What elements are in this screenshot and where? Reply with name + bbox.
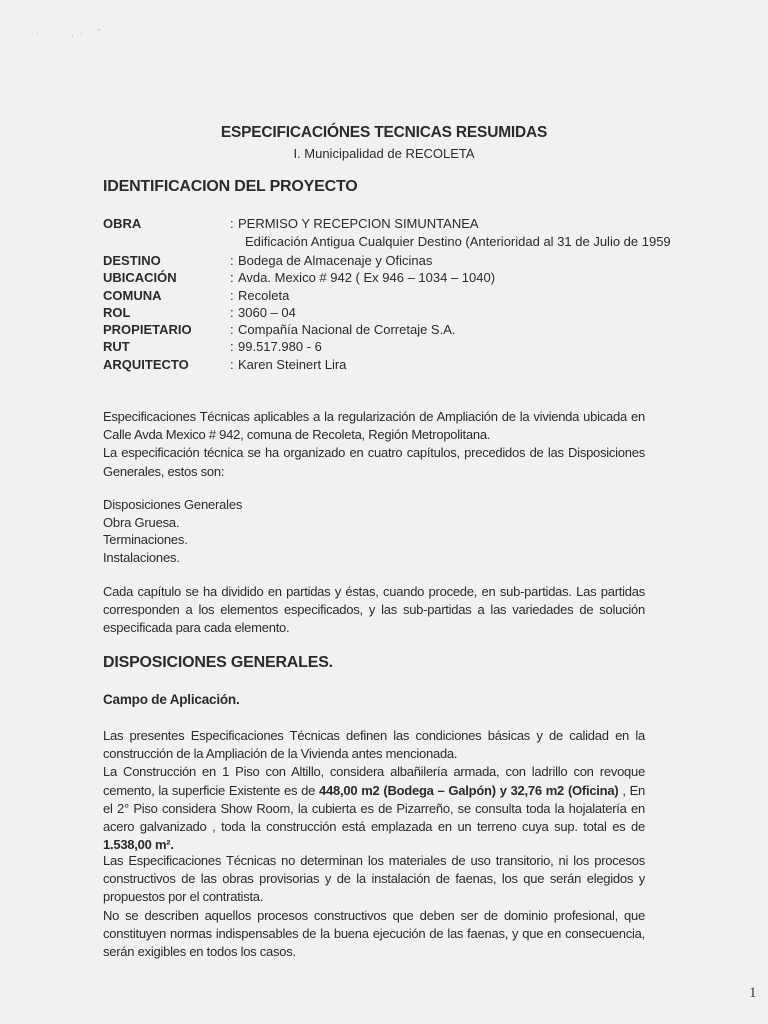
materials-text [103, 852, 645, 961]
project-identification-heading: IDENTIFICACION DEL PROYECTO [103, 178, 358, 195]
field-label: ROL [103, 305, 131, 320]
general-dispositions-heading: DISPOSICIONES GENERALES. [103, 654, 333, 671]
chapter-item: Disposiciones Generales [103, 497, 243, 512]
existing-area-value: 448,00 m2 (Bodega – Galpón) y 32,76 m2 (Oficina) [319, 782, 619, 798]
processes-paragraph: No se describen aquellos procesos constructivos que deben ser de dominio profesional, que constituyen normas indispensables de la buena ejecución de las faenas, y que en consecuencia, serán exigibles en todos los casos. [103, 907, 645, 960]
scope-paragraph-1: Las presentes Especificaciones Técnicas definen las condiciones básicas y de calidad en la construcción de la Ampliación de la Vivienda antes mencionada. [103, 728, 645, 762]
chapter-structure-paragraph [103, 583, 645, 638]
field-propietario [103, 322, 703, 340]
scope-paragraph-2 [103, 763, 645, 854]
field-colon: : [230, 305, 234, 320]
field-colon: : [230, 357, 234, 372]
field-colon: : [230, 253, 234, 268]
document-title: ESPECIFICACIÓNES TECNICAS RESUMIDAS [220, 124, 548, 141]
scope-text [103, 727, 645, 854]
scan-artifact: · ˙ ,· ˝ [36, 28, 106, 38]
field-label: DESTINO [103, 253, 161, 268]
chapter-item: Terminaciones. [103, 532, 188, 547]
chapter-item: Obra Gruesa. [103, 514, 180, 530]
field-label: UBICACIÓN [103, 270, 177, 285]
materials-paragraph: Las Especificaciones Técnicas no determinan los materiales de uso transitorio, ni los procesos constructivos de las obras provisorias y de la instalación de faenas, los que serán elegidos y propuestos por el contratista. [103, 853, 645, 905]
field-label: PROPIETARIO [103, 322, 192, 337]
field-obra [103, 216, 703, 234]
field-colon: : [230, 288, 234, 303]
field-colon: : [230, 270, 234, 285]
field-colon: : [230, 322, 234, 337]
structure-text: Cada capítulo se ha dividido en partidas y éstas, cuando procede, en sub-partidas. Las partidas corresponden a los elementos especificados, y las sub-partidas a las variedades de solución especificada para cada elemento. [103, 584, 645, 636]
total-area-value: 1.538,00 m². [103, 837, 174, 853]
intro-paragraph-1: Especificaciones Técnicas aplicables a la regularización de Ampliación de la vivienda ubicada en Calle Avda Mexico # 942, comuna de Recoleta, Región Metropolitana. [103, 409, 645, 443]
chapter-list [103, 496, 645, 566]
construction-text-b: , En el 2° Piso considera Show Room, la cubierta es de Pizarreño, se consulta toda la hojalatería en acero galvanizado , toda la construcción está emplazada en un terreno cuya sup. total es de [103, 782, 645, 835]
field-rol [103, 305, 703, 323]
field-destino [103, 253, 703, 271]
field-arquitecto [103, 357, 703, 375]
field-value: Bodega de Almacenaje y Oficinas [238, 253, 433, 268]
field-value: Karen Steinert Lira [238, 357, 347, 372]
construction-text-a: La Construcción en 1 Piso con Altillo, considera albañilería armada, con ladrillo con revoque cemento, la superficie Existente es de [103, 764, 645, 798]
field-colon: : [230, 216, 234, 231]
field-comuna [103, 288, 703, 306]
intro-text [103, 408, 645, 481]
page-number: 1 [749, 985, 757, 1001]
field-colon: : [230, 339, 234, 354]
field-value: PERMISO Y RECEPCION SIMUNTANEA [238, 216, 479, 231]
field-label: RUT [103, 339, 130, 354]
intro-paragraph-2: La especificación técnica se ha organizado en cuatro capítulos, precedidos de las Disposiciones Generales, estos son: [103, 445, 645, 479]
field-obra-detail: Edificación Antigua Cualquier Destino (Anterioridad al 31 de Julio de 1959 [245, 234, 671, 249]
field-value: Compañía Nacional de Corretaje S.A. [238, 322, 456, 337]
field-ubicacion [103, 270, 703, 288]
field-value: Avda. Mexico # 942 ( Ex 946 – 1034 – 1040) [238, 270, 496, 285]
chapter-item: Instalaciones. [103, 549, 180, 565]
document-subtitle: I. Municipalidad de RECOLETA [293, 146, 475, 161]
field-value: 3060 – 04 [238, 305, 296, 320]
field-value: 99.517.980 - 6 [238, 339, 322, 354]
field-label: ARQUITECTO [103, 357, 189, 372]
field-label: OBRA [103, 216, 142, 231]
field-label: COMUNA [103, 288, 162, 303]
field-value: Recoleta [238, 288, 290, 303]
field-rut [103, 339, 703, 357]
scope-subheading: Campo de Aplicación. [103, 692, 240, 707]
